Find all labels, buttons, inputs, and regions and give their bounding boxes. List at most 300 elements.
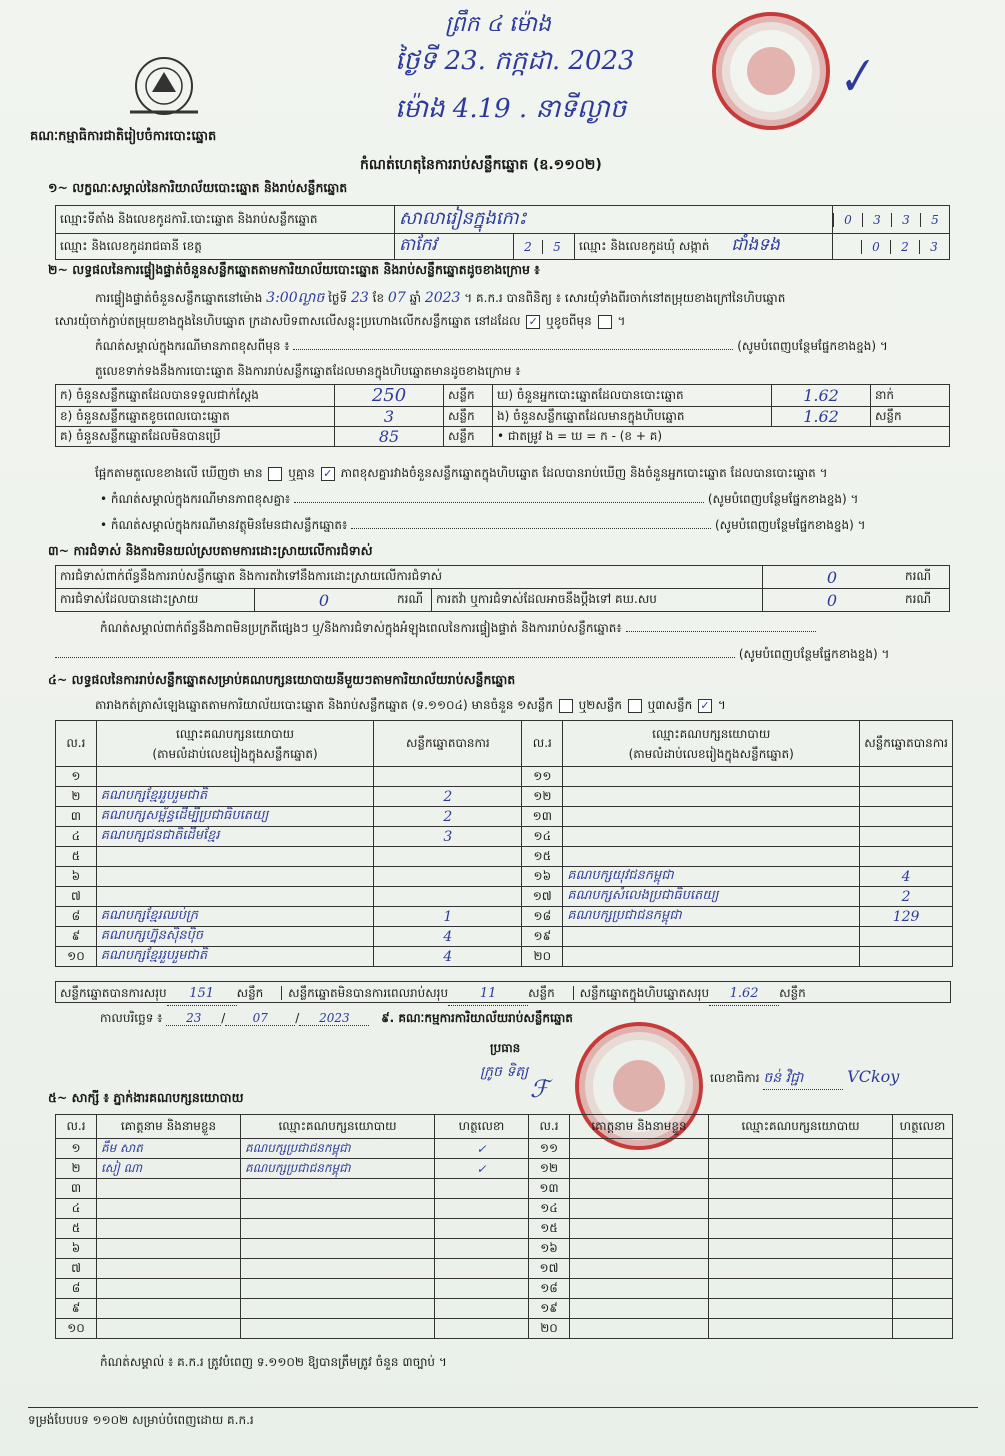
witness-signature [893, 1179, 953, 1199]
total-valid-label: សន្លឹកឆ្នោតបានការសរុប [60, 986, 167, 1000]
section1-table [55, 205, 950, 260]
difference-note-label: កំណត់សម្គាល់ក្នុងករណីមានភាពខុសពីមុន ៖ [95, 339, 290, 353]
section2-para1: ការផ្ទៀងផ្ទាត់ចំនួនសន្លឹកឆ្នោតនៅម៉ោង 3:00ល្ងាច ថ្ងៃទី 23 ខែ 07 ឆ្នាំ 2023 ។ គ.ក.រ បានពិនិត្យ ៖ សោរយុំទាំងពីរចាក់នៅតម្រុយខាងក្រៅនៃហិបឆ្នោត [95, 290, 786, 306]
row-number: ១១ [522, 767, 563, 787]
commune-value: ជាំងទង [731, 235, 780, 255]
witness-name [570, 1319, 709, 1339]
nec-logo-icon [122, 52, 206, 122]
province-value: តាកែវ [395, 234, 514, 260]
table-row [56, 807, 953, 827]
col-no: ល.រ [56, 1115, 97, 1139]
y-label: ឃ) ចំនួនអ្នកបោះឆ្នោតដែលបានបោះឆ្នោត [493, 385, 772, 407]
vote-count [860, 807, 953, 827]
code-digit: 3 [862, 213, 891, 227]
location-label: ឈ្មោះទីតាំង និងលេខកូដការិ.បោះឆ្នោត និងរាប់សន្លឹកឆ្នោត [56, 206, 395, 234]
seal-emblem-icon [747, 47, 795, 95]
party-name [96, 767, 373, 787]
objection-unit: ករណី [901, 566, 950, 589]
row-number: ១៥ [522, 847, 563, 867]
irregularity-fill[interactable] [626, 631, 816, 632]
chairman-signature: ℱ [530, 1075, 549, 1103]
row-number: ៨ [56, 1279, 97, 1299]
witness-name: គឹម សាត [97, 1139, 241, 1159]
committee-name: គណៈកម្មាធិការជាតិរៀបចំការបោះឆ្នោត [30, 129, 217, 144]
committee-sign-label: ៩. គណៈកម្មការការិយាល័យរាប់សន្លឹកឆ្នោត [381, 1011, 573, 1025]
row-number: ៣ [56, 1179, 97, 1199]
totals-row [55, 981, 951, 1003]
witness-name [97, 1299, 241, 1319]
col-party-sub: (តាមលំដាប់លេខរៀងក្នុងសន្លឹកឆ្នោត) [152, 746, 318, 761]
witness-party [241, 1259, 435, 1279]
row-number: ១២ [529, 1159, 570, 1179]
witness-name [97, 1319, 241, 1339]
party-name [563, 807, 860, 827]
witness-signature [893, 1199, 953, 1219]
tally-intro-b: ឬ២សន្លឹក [578, 698, 623, 712]
code-digit: 2 [524, 239, 532, 254]
row-number: ២ [56, 1159, 97, 1179]
figures-table [55, 384, 950, 447]
k-unit: សន្លឹក [444, 385, 493, 407]
row-number: ១ [56, 767, 97, 787]
table-row [56, 907, 953, 927]
section2-title: ២~ លទ្ធផលនៃការផ្ទៀងផ្ទាត់ចំនួនសន្លឹកឆ្នោតតាមការិយាល័យបោះឆ្នោត និងរាប់សន្លឹកឆ្នោតដូចខាងក្រោម ៖ [48, 262, 540, 277]
total-invalid-label: សន្លឹកឆ្នោតមិនបានការពេលរាប់សរុប [281, 986, 448, 1000]
difference-note [95, 338, 888, 356]
row-number: ២០ [529, 1319, 570, 1339]
witness-name [570, 1279, 709, 1299]
secretary-line [710, 1067, 899, 1090]
code-digit: 0 [861, 240, 890, 254]
witness-name [97, 1219, 241, 1239]
witness-signature [435, 1259, 529, 1279]
witness-name [570, 1139, 709, 1159]
witness-party [709, 1279, 893, 1299]
row-number: ១៣ [529, 1179, 570, 1199]
para2-text: សោរយុំចាក់ភ្ជាប់តម្រុយខាងក្នុងនៃហិបឆ្នោត ក្រដាសបិទពាសលើសន្លុះប្រហោងលើកសន្លឹកឆ្នោត នៅដដែល [55, 314, 521, 328]
vote-count [860, 827, 953, 847]
total-valid-value: 151 [167, 983, 237, 1006]
check-year: 2023 [424, 290, 461, 306]
g-value: 85 [335, 427, 444, 447]
row-number: ២០ [522, 947, 563, 967]
intact-checkbox[interactable]: ✓ [526, 315, 540, 329]
bullet2-label: • កំណត់សម្គាល់ក្នុងករណីមានវត្ថុមិនមែនជាសន្លឹកឆ្នោត៖ [100, 518, 348, 532]
vote-count [374, 767, 522, 787]
party-name: គណបក្សយុវជនកម្ពុជា [563, 867, 860, 887]
g-unit: សន្លឹក [444, 427, 493, 447]
kh-label: ខ) ចំនួនសន្លឹកឆ្នោតខូចពេលបោះឆ្នោត [56, 407, 335, 427]
row-number: ២ [56, 787, 97, 807]
witness-name [570, 1259, 709, 1279]
witness-party [709, 1179, 893, 1199]
party-name [563, 827, 860, 847]
table-row [56, 1179, 953, 1199]
y-value: 1.62 [772, 385, 871, 407]
damaged-label: ឬខូចពីមុន [546, 314, 592, 328]
code-digit: 3 [891, 213, 920, 227]
handwritten-line1: ព្រឹក ៤ ម៉ោង [445, 12, 551, 37]
bullet1-line [100, 491, 858, 509]
k-label: ក) ចំនួនសន្លឹកឆ្នោតដែលបានទទួលជាក់ស្ដែង [56, 385, 335, 407]
witness-name [570, 1179, 709, 1199]
party-name [563, 767, 860, 787]
party-name [563, 847, 860, 867]
row-number: ១៧ [522, 887, 563, 907]
party-name: គណបក្សសំលេងប្រជាធិបតេយ្យ [563, 887, 860, 907]
party-name: គណបក្សប្រជាជនកម្ពុជា [563, 907, 860, 927]
party-name [563, 947, 860, 967]
commune-code [833, 234, 950, 260]
table-row [56, 1159, 953, 1179]
party-name: គណបក្សខ្មែរឈប់ក្រ [96, 907, 373, 927]
formula: • ជាតម្រូវ ង = ឃ = ក - (ខ + គ) [493, 427, 950, 447]
col-party-sub: (តាមលំដាប់លេខរៀងក្នុងសន្លឹកឆ្នោត) [628, 746, 794, 761]
unit: សន្លឹក [779, 986, 806, 1000]
row-number: ១៨ [529, 1279, 570, 1299]
witness-name [97, 1239, 241, 1259]
vote-count [374, 887, 522, 907]
form-title: កំណត់ហេតុនៃការរាប់សន្លឹកឆ្នោត (ឧ.១១០២) [360, 157, 602, 173]
ng-value: 1.62 [772, 407, 871, 427]
party-name: គណបក្សជនជាតិដើមខ្មែរ [96, 827, 373, 847]
fill-more-hint: (សូមបំពេញបន្ថែមផ្នែកខាងខ្នង) ។ [714, 518, 866, 532]
party-name [96, 867, 373, 887]
witness-name [97, 1179, 241, 1199]
section1-title: ១~ លក្ខណៈសម្គាល់នៃការិយាល័យបោះឆ្នោត និងរាប់សន្លឹកឆ្នោត [48, 180, 348, 195]
section4-title: ៤~ លទ្ធផលនៃការរាប់សន្លឹកឆ្នោតសម្រាប់គណបក្សនយោបាយនីមួយៗតាមការិយាល័យរាប់សន្លឹកឆ្នោត [48, 672, 516, 687]
irregularity-note [100, 620, 816, 638]
three-sheet-checkbox[interactable]: ✓ [698, 699, 712, 713]
col-votes: សន្លឹកឆ្នោតបានការ [374, 721, 522, 767]
row-number: ១៨ [522, 907, 563, 927]
fill-more-hint: (សូមបំពេញបន្ថែមផ្នែកខាងខ្នង) ។ [737, 339, 888, 353]
col-party [563, 721, 860, 767]
witness-signature [435, 1239, 529, 1259]
province-label: ឈ្មោះ និងលេខកូដរាជធានី ខេត្ត [56, 234, 395, 260]
witness-party [241, 1299, 435, 1319]
party-name [563, 927, 860, 947]
date-label: កាលបរិច្ឆេទ ៖ [100, 1011, 163, 1025]
table-row [56, 787, 953, 807]
col-name: គោត្តនាម និងនាមខ្លួន [570, 1115, 709, 1139]
row-number: ១៣ [522, 807, 563, 827]
table-row [56, 867, 953, 887]
handwritten-date: ថ្ងៃទី 23. កក្កដា. 2023 [395, 46, 635, 76]
witness-party [709, 1159, 893, 1179]
witness-signature [435, 1179, 529, 1199]
vote-count: 129 [860, 907, 953, 927]
witness-party [709, 1239, 893, 1259]
witness-party [241, 1179, 435, 1199]
row-number: ៩ [56, 927, 97, 947]
witness-signature [893, 1259, 953, 1279]
party-name [563, 787, 860, 807]
code-digit: 5 [920, 213, 949, 227]
para1-text: ការផ្ទៀងផ្ទាត់ចំនួនសន្លឹកឆ្នោតនៅម៉ោង [95, 291, 263, 305]
figures-intro: តួលេខទាក់ទងនឹងការបោះឆ្នោត និងការរាប់សន្លឹកឆ្នោតដែលមានក្នុងហិបឆ្នោតមានដូចខាងក្រោម ៖ [95, 364, 521, 378]
row-number: ៧ [56, 1259, 97, 1279]
province-code [514, 234, 575, 260]
vote-count [860, 947, 953, 967]
col-party: ឈ្មោះគណបក្សនយោបាយ [241, 1115, 435, 1139]
table-row [56, 947, 953, 967]
date-day: 23 [166, 1011, 221, 1026]
row-number: ១៦ [522, 867, 563, 887]
col-sign: ហត្ថលេខា [435, 1115, 529, 1139]
check-time: 3:00ល្ងាច [266, 290, 325, 306]
results-table [55, 720, 953, 967]
code-digit: 0 [833, 213, 862, 227]
top-seal [712, 12, 830, 130]
signature-top: ✓ [828, 45, 880, 109]
witness-party [241, 1219, 435, 1239]
table-row [56, 1219, 953, 1239]
resolved-label: ការជំទាស់ដែលបានដោះស្រាយ [56, 589, 255, 612]
vote-count: 4 [860, 867, 953, 887]
commune-label: ឈ្មោះ និងលេខកូដឃុំ សង្កាត់ [579, 239, 710, 253]
commune-cell [575, 234, 833, 260]
witness-party [241, 1199, 435, 1219]
witness-signature: ✓ [435, 1139, 529, 1159]
witness-name [570, 1299, 709, 1319]
vote-count [860, 927, 953, 947]
seal-emblem-icon [613, 1060, 666, 1113]
vote-count: 2 [860, 887, 953, 907]
witness-party [709, 1139, 893, 1159]
row-number: ១៦ [529, 1239, 570, 1259]
col-no: ល.រ [529, 1115, 570, 1139]
row-number: ១៤ [529, 1199, 570, 1219]
vote-count: 4 [374, 927, 522, 947]
row-number: ៨ [56, 907, 97, 927]
row-number: ១២ [522, 787, 563, 807]
final-note: កំណត់សម្គាល់ ៖ គ.ក.រ ត្រូវបំពេញ ទ.១១០២ ឱ្យបានត្រឹមត្រូវ ចំនួន ៣ច្បាប់ ។ [100, 1355, 447, 1369]
row-number: ១០ [56, 947, 97, 967]
vote-count: 2 [374, 807, 522, 827]
vote-count [860, 787, 953, 807]
row-number: ១៧ [529, 1259, 570, 1279]
bullet1-fill[interactable] [294, 502, 704, 503]
witness-name [97, 1199, 241, 1219]
code-digit: 5 [542, 240, 571, 254]
row-number: ៥ [56, 847, 97, 867]
k-value: 250 [335, 385, 444, 407]
witness-signature [893, 1299, 953, 1319]
bullet1-label: • កំណត់សម្គាល់ក្នុងករណីមានភាពខុសគ្នា៖ [100, 492, 291, 506]
bullet2-fill[interactable] [351, 528, 711, 529]
code-digit: 3 [919, 240, 948, 254]
col-sign: ហត្ថលេខា [893, 1115, 953, 1139]
g-label: គ) ចំនួនសន្លឹកឆ្នោតដែលមិនបានប្រើ [56, 427, 335, 447]
witness-signature [435, 1219, 529, 1239]
col-no: ល.រ [522, 721, 563, 767]
has-difference-checkbox[interactable] [268, 467, 282, 481]
ng-unit: សន្លឹក [871, 407, 950, 427]
vote-count [374, 847, 522, 867]
secretary-name: ចន់ វិជ្ជា [763, 1068, 843, 1090]
witness-signature [435, 1199, 529, 1219]
secretary-signature: VCkoy [847, 1067, 900, 1086]
tally-intro-a: តារាងកត់ត្រាសំឡេងឆ្នោតតាមការិយាល័យបោះឆ្នោត និងរាប់សន្លឹកឆ្នោត (ទ.១១០៤) មានចំនួន ១សន្លឹក [95, 698, 553, 712]
vote-count [860, 847, 953, 867]
bullet2-line [100, 517, 866, 535]
witness-name [570, 1219, 709, 1239]
vote-count: 4 [374, 947, 522, 967]
handwritten-time: ម៉ោង 4.19 . នាទីល្ងាច [395, 94, 627, 124]
row-number: ៧ [56, 887, 97, 907]
row-number: ៥ [56, 1219, 97, 1239]
location-value: សាលារៀនក្នុងកោះ [395, 206, 833, 234]
vote-count: 3 [374, 827, 522, 847]
witness-name [570, 1159, 709, 1179]
row-number: ១៩ [529, 1299, 570, 1319]
tally-intro-c: ឬ៣សន្លឹក [647, 698, 693, 712]
vote-count: 2 [374, 787, 522, 807]
resolved-unit: ករណី [393, 589, 432, 612]
witness-signature [893, 1279, 953, 1299]
total-invalid-value: 11 [448, 983, 528, 1006]
two-sheet-checkbox[interactable] [628, 699, 642, 713]
difference-note-line[interactable] [293, 349, 733, 350]
para1-day-label: ថ្ងៃទី [328, 291, 348, 305]
witness-party [241, 1239, 435, 1259]
compare-line [95, 465, 828, 483]
date-year: 2023 [299, 1011, 369, 1026]
party-name [96, 887, 373, 907]
objection-label: ការជំទាស់ពាក់ព័ន្ធនឹងការរាប់សន្លឹកឆ្នោត និងការតវ៉ាទៅនឹងការដោះស្រាយលើការជំទាស់ [56, 566, 763, 589]
para1-rest: ។ គ.ក.រ បានពិនិត្យ ៖ សោរយុំទាំងពីរចាក់នៅតម្រុយខាងក្រៅនៃហិបឆ្នោត [464, 291, 786, 305]
section5-title: ៥~ សាក្សី ៖ ភ្នាក់ងារគណបក្សនយោបាយ [48, 1090, 244, 1105]
row-number: ៣ [56, 807, 97, 827]
table-row [56, 927, 953, 947]
col-no: ល.រ [56, 721, 97, 767]
unit: សន្លឹក [236, 986, 264, 1000]
col-party [96, 721, 373, 767]
row-number: ១ [56, 1139, 97, 1159]
total-box-value: 1.62 [709, 983, 779, 1006]
witness-signature [893, 1219, 953, 1239]
one-sheet-checkbox[interactable] [559, 699, 573, 713]
witness-signature [893, 1319, 953, 1339]
total-box-label: សន្លឹកឆ្នោតក្នុងហិបឆ្នោតសរុប [573, 986, 710, 1000]
witness-party [709, 1299, 893, 1319]
col-votes: សន្លឹកឆ្នោតបានការ [860, 721, 953, 767]
witness-name [97, 1259, 241, 1279]
fill-more-hint: (សូមបំពេញបន្ថែមផ្នែកខាងខ្នង) ។ [707, 492, 859, 506]
chairman-name: ក្រូច ទិត្យ [480, 1064, 529, 1080]
table-row [56, 887, 953, 907]
irregularity-fill2 [55, 646, 889, 664]
check-day: 23 [350, 290, 369, 306]
witness-table [55, 1114, 953, 1339]
table-row [56, 1299, 953, 1319]
date-month: 07 [225, 1011, 295, 1026]
damaged-checkbox[interactable] [598, 315, 612, 329]
para2-end: ។ [617, 314, 626, 328]
col-party-title: ឈ្មោះគណបក្សនយោបាយ [652, 726, 771, 741]
witness-signature [435, 1279, 529, 1299]
fill-more-hint: (សូមបំពេញបន្ថែមផ្នែកខាងខ្នង) ។ [738, 647, 890, 661]
footer-text: ទម្រង់បែបបទ ១១០២ សម្រាប់បំពេញដោយ គ.ក.រ [28, 1407, 978, 1430]
ng-label: ង) ចំនួនសន្លឹកឆ្នោតដែលមានក្នុងហិបឆ្នោត [493, 407, 772, 427]
kh-value: 3 [335, 407, 444, 427]
table-row [56, 1279, 953, 1299]
compare-text-c: ភាពខុសគ្នារវាងចំនួនសន្លឹកឆ្នោតក្នុងហិបឆ្នោត ដែលបានរាប់ឃើញ និងចំនួនអ្នកបោះឆ្នោត ដែលបានបោះឆ្នោត ។ [340, 466, 828, 480]
table-row [56, 767, 953, 787]
witness-name [570, 1199, 709, 1219]
row-number: ៤ [56, 827, 97, 847]
check-month: 07 [387, 290, 406, 306]
objection-table [55, 565, 950, 612]
witness-signature [893, 1139, 953, 1159]
party-name: គណបក្សហ្វ៊ុនស៊ិនប៉ិច [96, 927, 373, 947]
party-name [96, 847, 373, 867]
table-row [56, 1239, 953, 1259]
compare-text-a: ផ្អែកតាមតួលេខខាងលើ ឃើញថា មាន [95, 466, 263, 480]
row-number: ១៤ [522, 827, 563, 847]
vote-count [860, 767, 953, 787]
code-digit: 2 [890, 240, 919, 254]
witness-signature [435, 1319, 529, 1339]
resolved-value: 0 [255, 589, 394, 612]
row-number: ១៥ [529, 1219, 570, 1239]
location-code [833, 206, 950, 234]
witness-party [709, 1259, 893, 1279]
appeal-unit: ករណី [901, 589, 950, 612]
secretary-label: លេខាធិការ [710, 1071, 760, 1085]
vote-count: 1 [374, 907, 522, 927]
irregularity-note-label: កំណត់សម្គាល់ពាក់ព័ន្ធនឹងភាពមិនប្រក្រតីផ្សេងៗ ឬ/និងការជំទាស់ក្នុងអំឡុងពេលនៃការផ្ទៀងផ្ទាត់ និងការរាប់សន្លឹកឆ្នោត៖ [100, 621, 622, 635]
row-number: ៦ [56, 1239, 97, 1259]
row-number: ១៩ [522, 927, 563, 947]
row-number: ៤ [56, 1199, 97, 1219]
row-number: ១០ [56, 1319, 97, 1339]
witness-party [241, 1279, 435, 1299]
witness-party: គណបក្សប្រជាជនកម្ពុជា [241, 1159, 435, 1179]
no-difference-checkbox[interactable]: ✓ [321, 467, 335, 481]
col-party-title: ឈ្មោះគណបក្សនយោបាយ [175, 726, 295, 741]
table-row [56, 1199, 953, 1219]
witness-party [709, 1199, 893, 1219]
witness-party: គណបក្សប្រជាជនកម្ពុជា [241, 1139, 435, 1159]
appeal-value: 0 [763, 589, 902, 612]
table-row [56, 1259, 953, 1279]
section2-para2 [55, 313, 625, 331]
compare-text-b: ឬគ្មាន [288, 466, 315, 480]
party-name: គណបក្សខ្មែររួបរួមជាតិ [96, 947, 373, 967]
witness-name: សៀ ណា [97, 1159, 241, 1179]
witness-signature [893, 1239, 953, 1259]
vote-count [374, 867, 522, 887]
y-unit: នាក់ [871, 385, 950, 407]
objection-value: 0 [763, 566, 902, 589]
tally-intro-end: ។ [717, 698, 726, 712]
row-number: ៩ [56, 1299, 97, 1319]
unit: សន្លឹក [528, 986, 555, 1000]
chairman-label: ប្រធាន [490, 1041, 521, 1055]
date-line: កាលបរិច្ឆេទ ៖ 23 / 07 / 2023 ៩. គណៈកម្មការការិយាល័យរាប់សន្លឹកឆ្នោត [100, 1011, 573, 1025]
table-row [56, 1319, 953, 1339]
witness-name [570, 1239, 709, 1259]
party-name: គណបក្សខ្មែររួបរួមជាតិ [96, 787, 373, 807]
table-row [56, 827, 953, 847]
section3-title: ៣~ ការជំទាស់ និងការមិនយល់ស្របតាមការដោះស្រាយលើការជំទាស់ [48, 543, 373, 558]
tally-sheet-count [95, 697, 726, 715]
col-party: ឈ្មោះគណបក្សនយោបាយ [709, 1115, 893, 1139]
witness-signature: ✓ [435, 1159, 529, 1179]
irregularity-fill-line2[interactable] [55, 657, 735, 658]
